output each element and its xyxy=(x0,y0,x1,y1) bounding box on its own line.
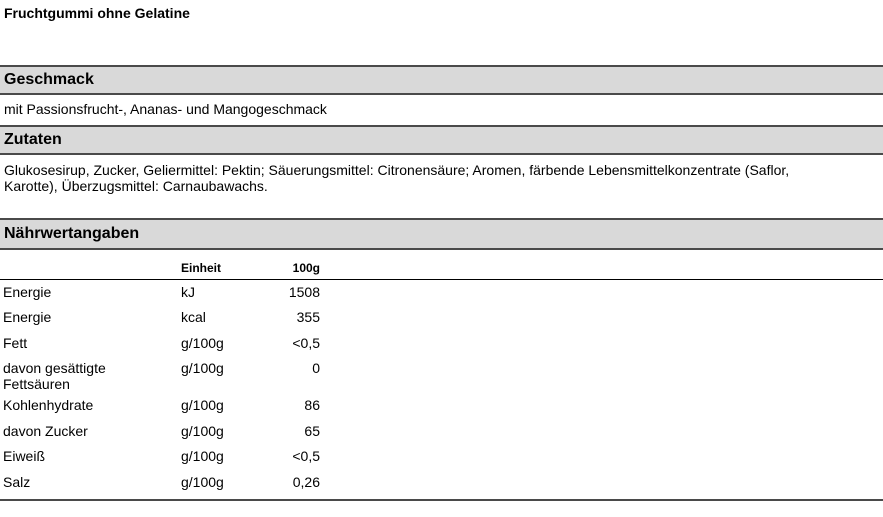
flavor-text: mit Passionsfrucht-, Ananas- und Mangogeschmack xyxy=(4,101,327,117)
nutrient-unit: g/100g xyxy=(181,448,224,464)
nutrient-unit: g/100g xyxy=(181,474,224,490)
nutrient-unit: g/100g xyxy=(181,423,224,439)
section-header-geschmack: Geschmack xyxy=(0,65,883,95)
nutrient-value: <0,5 xyxy=(292,335,320,351)
header-value: 100g xyxy=(292,261,320,275)
nutrient-name xyxy=(3,360,163,392)
ingredients-line-1: Glukosesirup, Zucker, Geliermittel: Pektin; Säuerungsmittel: Citronensäure; Aromen, färbende Lebensmittelkonzentrate (Saflor, xyxy=(4,162,790,178)
ingredients-text xyxy=(4,162,864,194)
table-bottom-rule xyxy=(0,499,883,501)
nutrient-name: Salz xyxy=(3,474,31,490)
nutrient-value: <0,5 xyxy=(292,448,320,464)
nutrient-value: 86 xyxy=(304,397,320,413)
nutrition-table xyxy=(0,250,883,280)
nutrient-value: 0,26 xyxy=(292,474,320,490)
nutrient-name-line-2: Fettsäuren xyxy=(3,376,70,392)
section-header-naehrwerte: Nährwertangaben xyxy=(0,218,883,250)
nutrient-unit: g/100g xyxy=(181,335,224,351)
nutrient-unit: kJ xyxy=(181,284,195,300)
nutrient-value: 1508 xyxy=(288,284,320,300)
nutrient-name-line-1: davon gesättigte xyxy=(3,360,106,376)
nutrient-name: Eiweiß xyxy=(3,448,46,464)
nutrient-name: Kohlenhydrate xyxy=(3,397,94,413)
nutrient-value: 355 xyxy=(296,309,320,325)
header-unit: Einheit xyxy=(181,261,222,275)
nutrient-unit: g/100g xyxy=(181,360,224,376)
ingredients-line-2: Karotte), Überzugsmittel: Carnaubawachs. xyxy=(4,178,268,194)
nutrient-name: Energie xyxy=(3,284,52,300)
nutrient-name: davon Zucker xyxy=(3,423,88,439)
nutrient-name: Energie xyxy=(3,309,52,325)
section-header-zutaten: Zutaten xyxy=(0,125,883,155)
nutrition-table-header xyxy=(0,250,883,280)
nutrient-unit: g/100g xyxy=(181,397,224,413)
product-title: Fruchtgummi ohne Gelatine xyxy=(4,5,190,21)
nutrient-unit: kcal xyxy=(181,309,206,325)
nutrient-name: Fett xyxy=(3,335,28,351)
nutrient-value: 0 xyxy=(312,360,320,376)
nutrient-value: 65 xyxy=(304,423,320,439)
